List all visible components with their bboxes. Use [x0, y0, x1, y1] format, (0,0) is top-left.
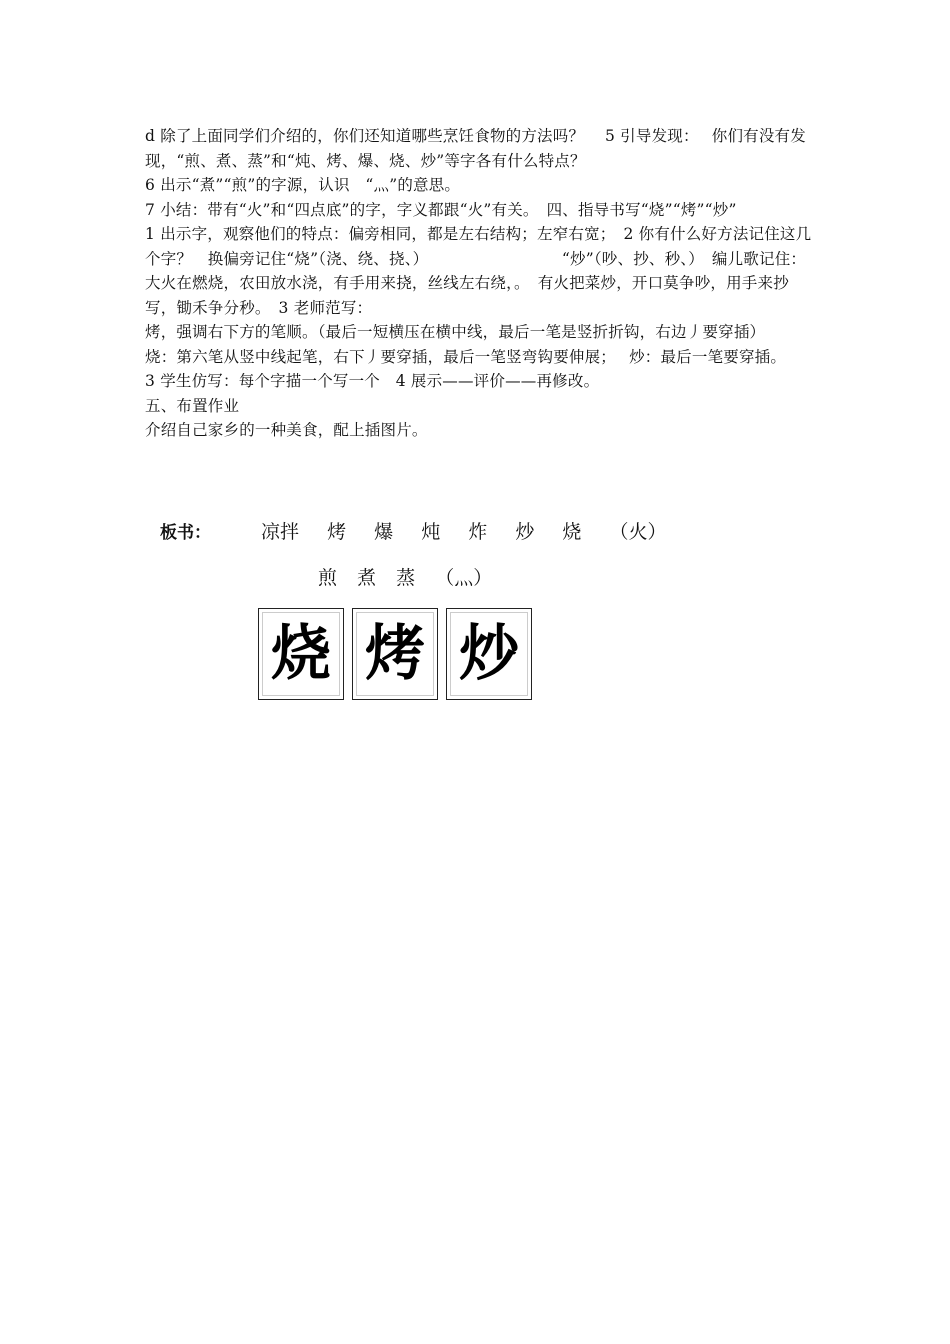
paragraph: 7 小结：带有“火”和“四点底”的字，字义都跟“火”有关。 四、指导书写“烧”“烤”“炒” [145, 200, 737, 219]
board-word: 炖 [421, 521, 441, 543]
board-word: （灬） [435, 567, 493, 589]
paragraph: 6 出示“煮”“煎”的字源，认识 “灬”的意思。 [145, 176, 461, 194]
board-word: 炒 [515, 521, 535, 543]
lesson-text [145, 124, 815, 443]
board-word: 炸 [468, 521, 488, 543]
board-word: （火） [609, 521, 667, 543]
board-word: 烧 [562, 521, 582, 543]
paragraph: d 除了上面同学们介绍的，你们还知道哪些烹饪食物的方法吗？ 5 引导发现： 你们有没有发现，“煎、煮、蒸”和“炖、烤、爆、烧、炒”等字各有什么特点？ [145, 127, 806, 170]
board-word: 蒸 [396, 567, 416, 589]
character-cards [258, 608, 540, 700]
paragraph: 大火在燃烧，农田放水浇，有手用来挠，丝线左右绕，。 有火把菜炒，开口莫争吵，用手来抄写，锄禾争分秒。 3 老师范写： [145, 274, 789, 317]
paragraph: 烧：第六笔从竖中线起笔，右下丿要穿插，最后一笔竖弯钩要伸展； 炒：最后一笔要穿插。 [145, 347, 787, 366]
board-row-dots [318, 564, 506, 592]
board-word: 煎 [318, 567, 338, 589]
paragraph: 介绍自己家乡的一种美食，配上插图片。 [145, 421, 428, 439]
paragraph: 3 学生仿写：每个字描一个写一个 4 展示——评价——再修改。 [145, 372, 600, 390]
board-word: 爆 [374, 521, 394, 543]
character-card: 烧 [258, 608, 344, 700]
board-label: 板书： [160, 523, 211, 543]
board-word: 烤 [327, 521, 347, 543]
section-heading: 五、布置作业 [145, 396, 240, 415]
character-card: 炒 [446, 608, 532, 700]
board-word: 凉拌 [261, 521, 300, 543]
board-word: 煮 [357, 567, 377, 589]
paragraph: 1 出示字，观察他们的特点：偏旁相同，都是左右结构；左窄右宽； 2 你有什么好方法记住这几个字？ 换偏旁记住“烧”（浇、绕、挠、） “炒”（吵、抄、秒、） 编儿歌记住： [145, 225, 812, 268]
paragraph: 烤，强调右下方的笔顺。（最后一短横压在横中线，最后一笔是竖折折钩，右边丿要穿插） [145, 323, 766, 341]
character-card: 烤 [352, 608, 438, 700]
board-row-fire [160, 518, 689, 547]
